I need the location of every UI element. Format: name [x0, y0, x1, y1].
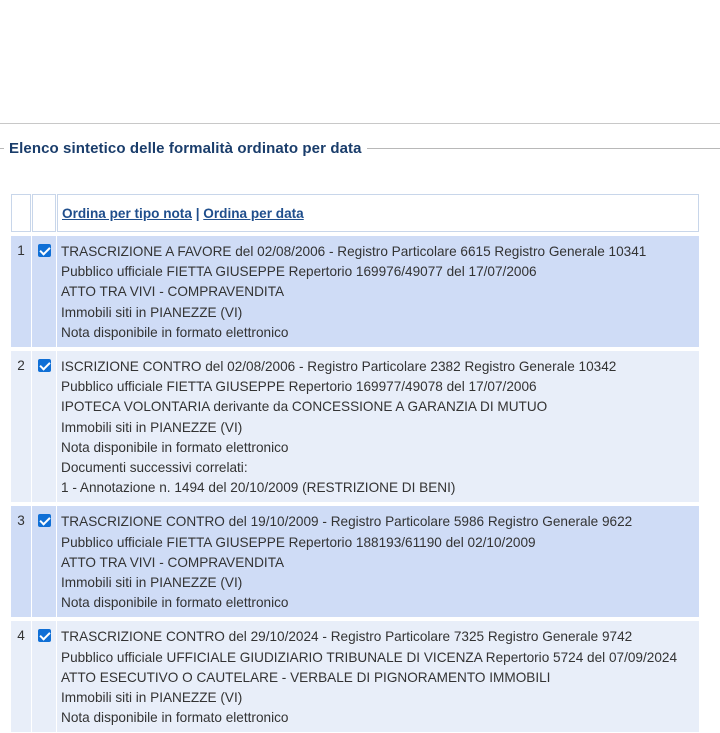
sort-by-type-link[interactable]: Ordina per tipo nota: [62, 205, 192, 221]
gap-cell: [57, 348, 699, 350]
header-num-cell: [11, 194, 31, 232]
formalita-line: Nota disponibile in formato elettronico: [61, 324, 289, 340]
table-row: [11, 236, 699, 347]
row-checkbox-cell: [32, 506, 56, 617]
formalita-line: Pubblico ufficiale FIETTA GIUSEPPE Repertorio 188193/61190 del 02/10/2009: [61, 534, 536, 550]
formalita-line: ATTO TRA VIVI - COMPRAVENDITA: [61, 554, 285, 570]
top-divider: [0, 123, 720, 124]
gap-cell: [57, 503, 699, 505]
formalita-line: Pubblico ufficiale UFFICIALE GIUDIZIARIO TRIBUNALE DI VICENZA Repertorio 5724 del 07/09/2024: [61, 649, 678, 665]
formalita-line: ATTO TRA VIVI - COMPRAVENDITA: [61, 284, 285, 300]
formalita-line: Documenti successivi correlati:: [61, 460, 248, 476]
row-checkbox-cell: [32, 351, 56, 502]
formalita-line: Immobili siti in PIANEZZE (VI): [61, 690, 243, 706]
row-gap: [11, 618, 699, 620]
row-gap: [11, 503, 699, 505]
formalita-line: Immobili siti in PIANEZZE (VI): [61, 304, 243, 320]
formalita-line: 1 - Annotazione n. 1494 del 20/10/2009 (RESTRIZIONE DI BENI): [61, 480, 456, 496]
formalita-line: Pubblico ufficiale FIETTA GIUSEPPE Repertorio 169976/49077 del 17/07/2006: [61, 264, 537, 280]
row-number: 2: [11, 351, 31, 502]
gap-cell: [11, 618, 31, 620]
section-title: Elenco sintetico delle formalità ordinato per data: [9, 140, 362, 157]
header-check-cell: [32, 194, 56, 232]
formalita-line: Nota disponibile in formato elettronico: [61, 595, 289, 611]
formalita-details: [57, 506, 699, 617]
row-number: 3: [11, 506, 31, 617]
gap-cell: [11, 233, 31, 235]
gap-cell: [32, 348, 56, 350]
formalita-line: TRASCRIZIONE A FAVORE del 02/08/2006 - Registro Particolare 6615 Registro Generale 10341: [61, 244, 647, 259]
gap-cell: [32, 618, 56, 620]
gap-cell: [11, 348, 31, 350]
formalita-line: Immobili siti in PIANEZZE (VI): [61, 575, 243, 591]
row-checkbox[interactable]: [38, 514, 51, 527]
sort-links: [57, 194, 699, 232]
row-checkbox-cell: [32, 621, 56, 732]
formalita-fieldset: [0, 140, 720, 726]
formalita-line: TRASCRIZIONE CONTRO del 19/10/2009 - Registro Particolare 5986 Registro Generale 9622: [61, 514, 633, 530]
gap-cell: [32, 233, 56, 235]
table-header-row: [11, 194, 699, 232]
row-number: 1: [11, 236, 31, 347]
formalita-line: Pubblico ufficiale FIETTA GIUSEPPE Repertorio 169977/49078 del 17/07/2006: [61, 379, 537, 395]
table-row: [11, 621, 699, 732]
gap-cell: [32, 503, 56, 505]
table-row: [11, 351, 699, 502]
row-checkbox[interactable]: [38, 359, 51, 372]
formalita-line: Immobili siti in PIANEZZE (VI): [61, 419, 243, 435]
table-row: [11, 506, 699, 617]
formalita-details: [57, 621, 699, 732]
sort-separator: |: [195, 205, 200, 221]
sort-by-date-link[interactable]: Ordina per data: [203, 205, 304, 221]
row-checkbox-cell: [32, 236, 56, 347]
row-gap: [11, 348, 699, 350]
gap-cell: [57, 233, 699, 235]
formalita-details: [57, 351, 699, 502]
formalita-table: [10, 193, 700, 733]
formalita-line: Nota disponibile in formato elettronico: [61, 710, 289, 726]
gap-cell: [57, 618, 699, 620]
formalita-line: IPOTECA VOLONTARIA derivante da CONCESSIONE A GARANZIA DI MUTUO: [61, 399, 548, 415]
formalita-line: Nota disponibile in formato elettronico: [61, 439, 289, 455]
row-gap: [11, 233, 699, 235]
row-number: 4: [11, 621, 31, 732]
formalita-line: TRASCRIZIONE CONTRO del 29/10/2024 - Registro Particolare 7325 Registro Generale 9742: [61, 629, 633, 645]
formalita-line: ISCRIZIONE CONTRO del 02/08/2006 - Registro Particolare 2382 Registro Generale 10342: [61, 359, 617, 375]
formalita-line: ATTO ESECUTIVO O CAUTELARE - VERBALE DI PIGNORAMENTO IMMOBILI: [61, 669, 551, 685]
formalita-details: [57, 236, 699, 347]
gap-cell: [11, 503, 31, 505]
row-checkbox[interactable]: [38, 629, 51, 642]
row-checkbox[interactable]: [38, 244, 51, 257]
